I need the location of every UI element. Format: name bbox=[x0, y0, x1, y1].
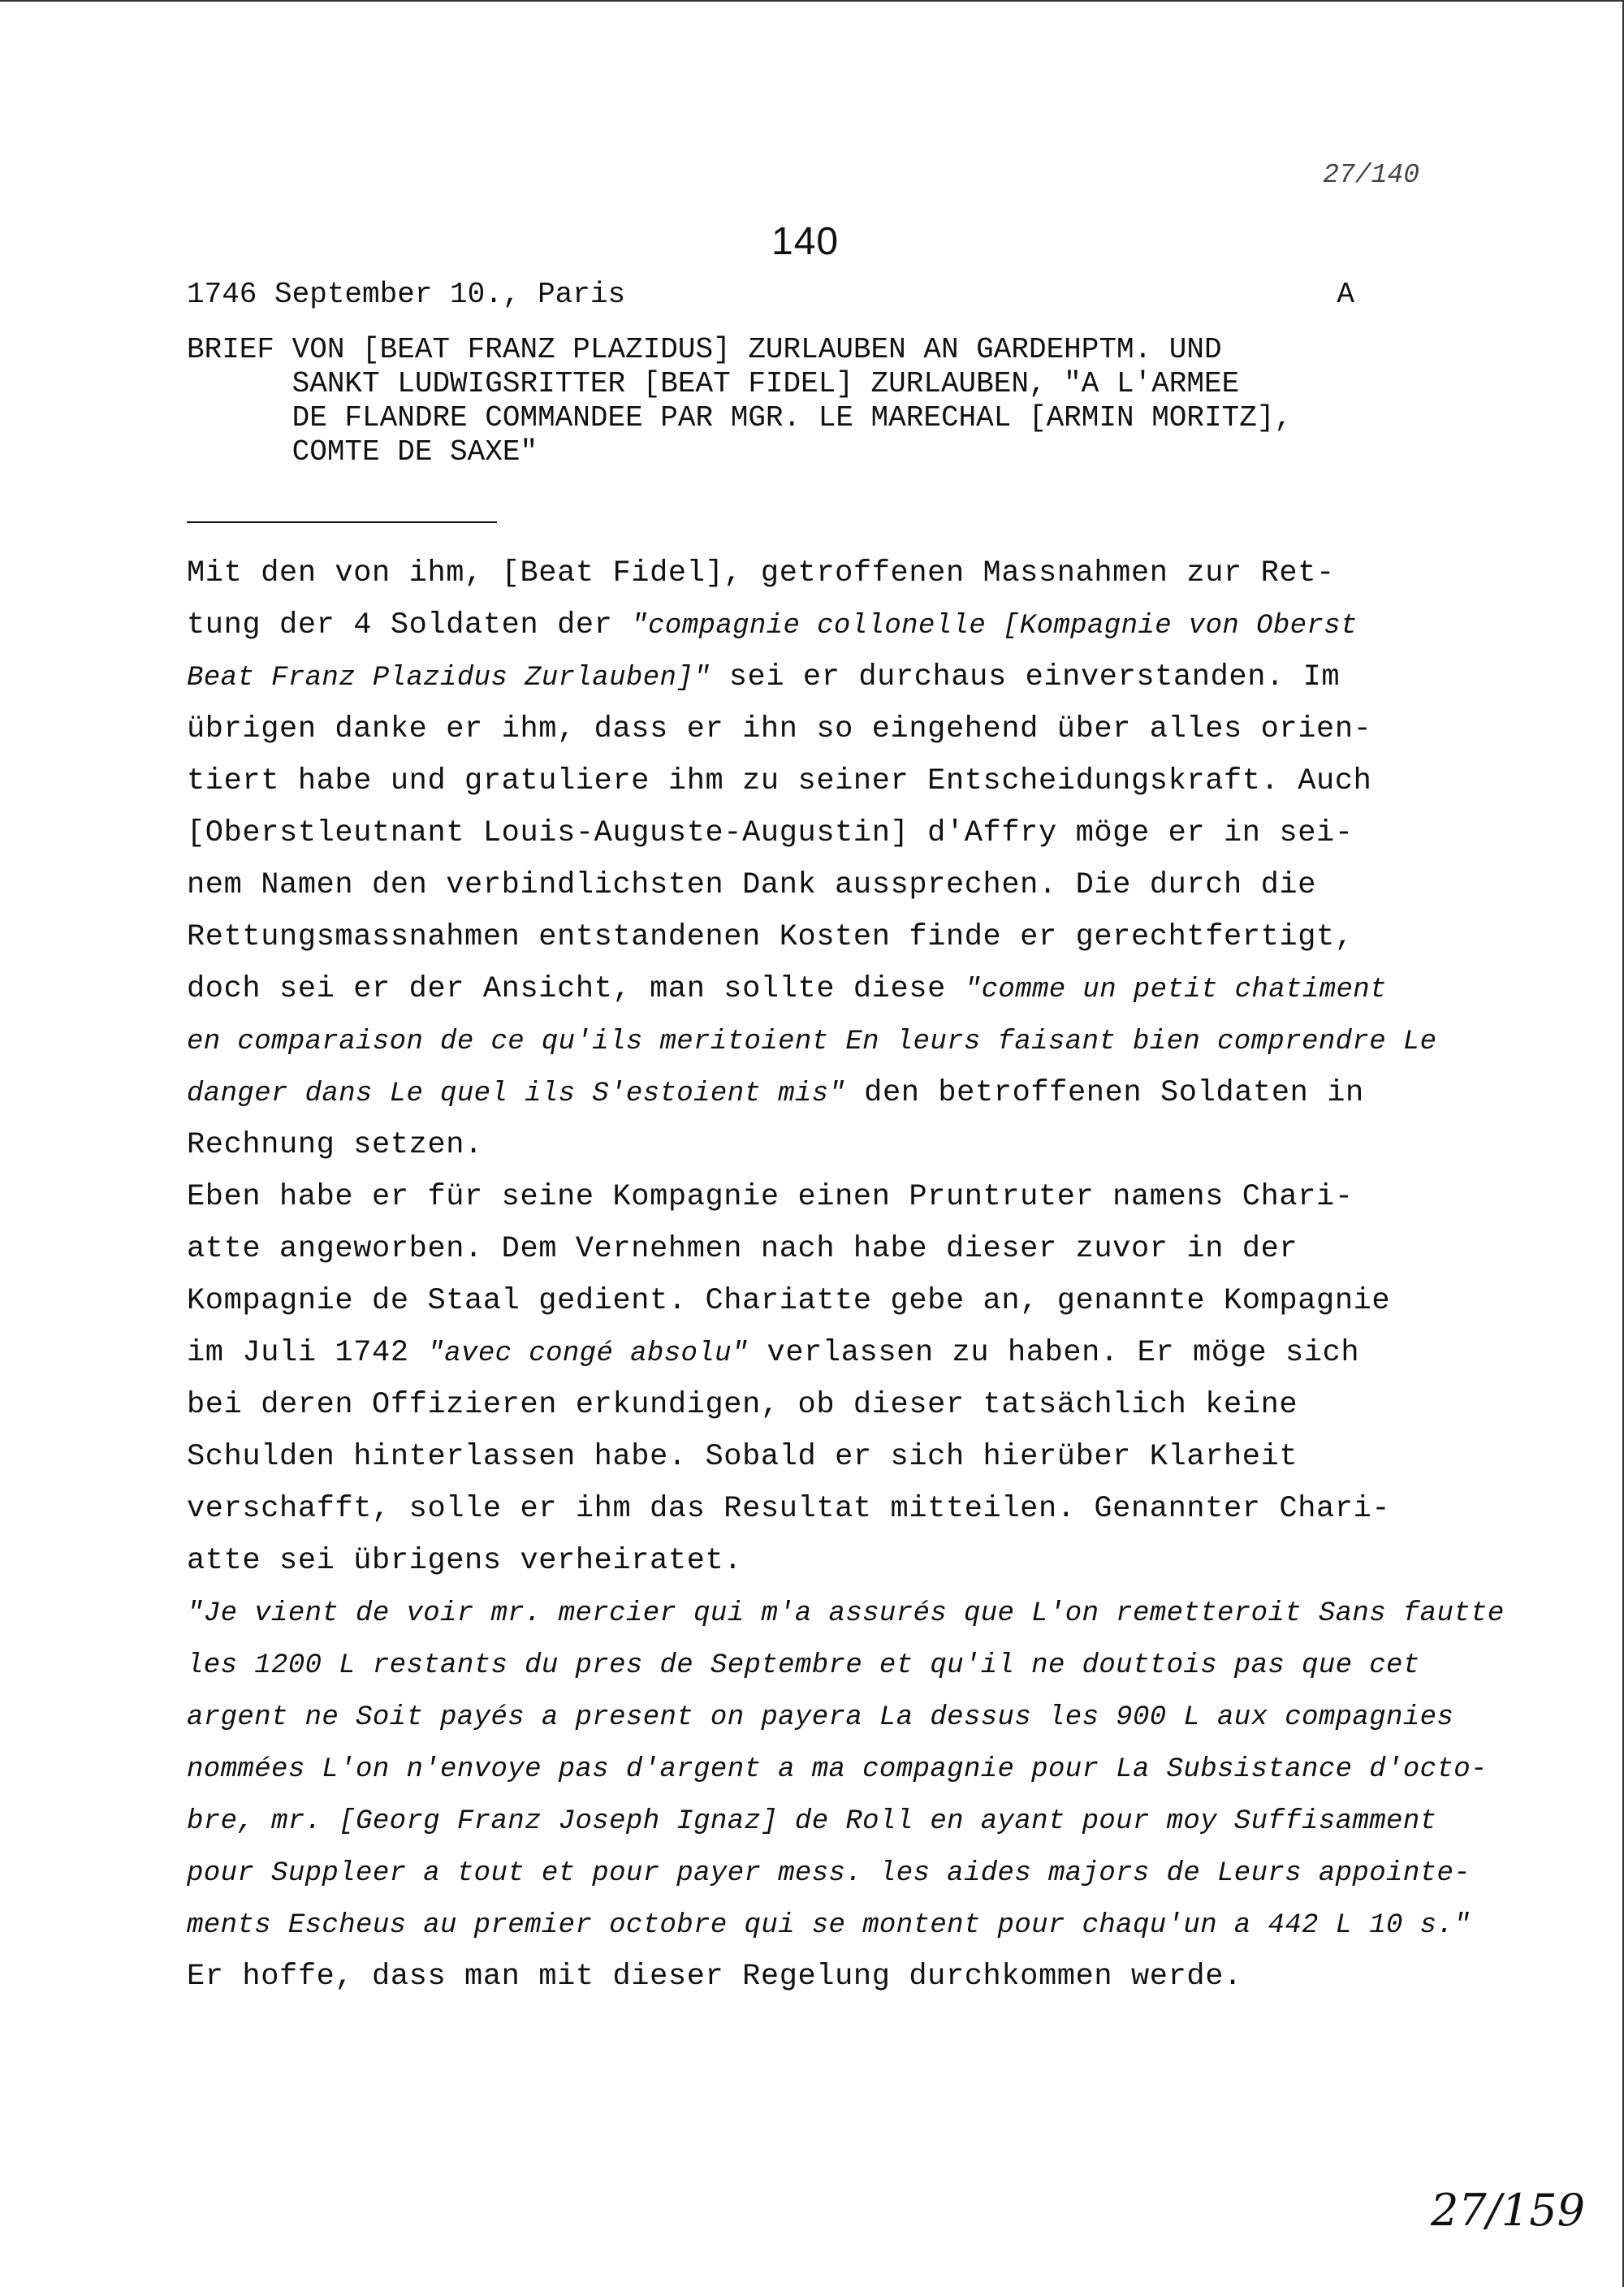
body-text: atte sei übrigens verheiratet. bbox=[187, 1544, 743, 1578]
quoted-text: danger dans Le quel ils S'estoient mis" bbox=[187, 1079, 846, 1109]
body-line bbox=[187, 1795, 1462, 1847]
regest-heading: BRIEF VON [BEAT FRANZ PLAZIDUS] ZURLAUBEN AN GARDEHPTM. UND SANKT LUDWIGSRITTER [BEAT FIDEL] ZURLAUBEN, "A L'ARMEE DE FLANDRE COMMANDEE PAR MGR. LE MARECHAL [ARMIN MORITZ], COMTE DE SAXE" bbox=[187, 333, 1293, 469]
body-text: bei deren Offizieren erkundigen, ob dieser tatsächlich keine bbox=[187, 1388, 1298, 1422]
body-line bbox=[187, 1015, 1462, 1067]
body-text: Mit den von ihm, [Beat Fidel], getroffenen Massnahmen zur Ret- bbox=[187, 556, 1335, 590]
letter-type: A bbox=[1337, 278, 1354, 311]
body-text: im Juli 1742 bbox=[187, 1336, 428, 1370]
body-line bbox=[187, 1379, 1462, 1431]
body-line bbox=[187, 963, 1462, 1015]
body-text: Er hoffe, dass man mit dieser Regelung durchkommen werde. bbox=[187, 1960, 1242, 1994]
body-line bbox=[187, 1171, 1462, 1223]
body-line bbox=[187, 1223, 1462, 1275]
quoted-text: Beat Franz Plazidus Zurlauben]" bbox=[187, 663, 710, 694]
body-line bbox=[187, 651, 1462, 703]
body-line bbox=[187, 807, 1462, 859]
body-line bbox=[187, 1067, 1462, 1119]
body-line bbox=[187, 1119, 1462, 1171]
body-line bbox=[187, 1743, 1488, 1795]
separator-rule bbox=[187, 521, 497, 523]
body-line bbox=[187, 859, 1462, 911]
body-text: atte angeworben. Dem Vernehmen nach habe dieser zuvor in der bbox=[187, 1232, 1298, 1266]
body-text: Schulden hinterlassen habe. Sobald er sich hierüber Klarheit bbox=[187, 1440, 1298, 1474]
body-line bbox=[187, 755, 1462, 807]
body-text: sei er durchaus einverstanden. Im bbox=[710, 660, 1341, 694]
body-text: verlassen zu haben. Er möge sich bbox=[748, 1336, 1360, 1370]
folio-number-top: 27/140 bbox=[1323, 160, 1419, 190]
body-text: Kompagnie de Staal gedient. Chariatte gebe an, genannte Kompagnie bbox=[187, 1284, 1391, 1318]
handwritten-folio-number: 27/159 bbox=[1431, 2185, 1585, 2236]
body-line bbox=[187, 1535, 1462, 1587]
body-line bbox=[187, 1691, 1462, 1743]
body-text: Eben habe er für seine Kompagnie einen Pruntruter namens Chari- bbox=[187, 1180, 1354, 1214]
body-line bbox=[187, 1847, 1471, 1899]
body-text: nem Namen den verbindlichsten Dank aussprechen. Die durch die bbox=[187, 868, 1317, 902]
body-line bbox=[187, 1899, 1471, 1951]
quoted-text: en comparaison de ce qu'ils meritoient En leurs faisant bien comprendre Le bbox=[187, 1027, 1437, 1057]
body-text: tung der 4 Soldaten der bbox=[187, 608, 632, 642]
date-place: 1746 September 10., Paris bbox=[187, 278, 626, 311]
quoted-text: bre, mr. [Georg Franz Joseph Ignaz] de Roll en ayant pour moy Suffisamment bbox=[187, 1806, 1437, 1837]
body-line bbox=[187, 1483, 1462, 1535]
quoted-text: pour Suppleer a tout et pour payer mess. les aides majors de Leurs appointe- bbox=[187, 1858, 1471, 1889]
body-text: Rettungsmassnahmen entstandenen Kosten finde er gerechtfertigt, bbox=[187, 920, 1354, 954]
body-line bbox=[187, 911, 1462, 963]
body-line bbox=[187, 1951, 1462, 2003]
body-line bbox=[187, 599, 1462, 651]
quoted-text: ments Escheus au premier octobre qui se montent pour chaqu'un a 442 L 10 s." bbox=[187, 1910, 1471, 1941]
quoted-text: "compagnie collonelle [Kompagnie von Oberst bbox=[631, 611, 1358, 642]
quoted-text: "avec congé absolu" bbox=[427, 1338, 749, 1369]
quoted-text: "comme un petit chatiment bbox=[964, 975, 1387, 1005]
body-text: [Oberstleutnant Louis-Auguste-Augustin] d'Affry möge er in sei- bbox=[187, 816, 1354, 850]
body-text: doch sei er der Ansicht, man sollte diese bbox=[187, 972, 965, 1006]
document-number: 140 bbox=[771, 220, 840, 263]
body-text: den betroffenen Soldaten in bbox=[845, 1076, 1364, 1110]
quoted-text: argent ne Soit payés a present on payera La dessus les 900 L aux compagnies bbox=[187, 1702, 1454, 1733]
quoted-text: les 1200 L restants du pres de Septembre et qu'il ne douttois pas que cet bbox=[187, 1650, 1420, 1681]
body-line bbox=[187, 1275, 1462, 1327]
body-line bbox=[187, 703, 1462, 755]
body-text: Rechnung setzen. bbox=[187, 1128, 483, 1162]
quoted-text: "Je vient de voir mr. mercier qui m'a assurés que L'on remetteroit Sans fautte bbox=[187, 1598, 1505, 1629]
quoted-text: nommées L'on n'envoye pas d'argent a ma compagnie pour La Subsistance d'octo- bbox=[187, 1754, 1488, 1785]
body-line bbox=[187, 1639, 1462, 1691]
date-line bbox=[187, 278, 1354, 311]
body-line bbox=[187, 1327, 1462, 1379]
body-text: tiert habe und gratuliere ihm zu seiner Entscheidungskraft. Auch bbox=[187, 764, 1372, 798]
body-line bbox=[187, 1431, 1462, 1483]
letter-summary-body bbox=[187, 547, 1505, 2003]
body-text: verschafft, solle er ihm das Resultat mitteilen. Genannter Chari- bbox=[187, 1492, 1391, 1526]
body-line bbox=[187, 1587, 1505, 1639]
body-text: übrigen danke er ihm, dass er ihn so eingehend über alles orien- bbox=[187, 712, 1372, 746]
body-line bbox=[187, 547, 1462, 599]
